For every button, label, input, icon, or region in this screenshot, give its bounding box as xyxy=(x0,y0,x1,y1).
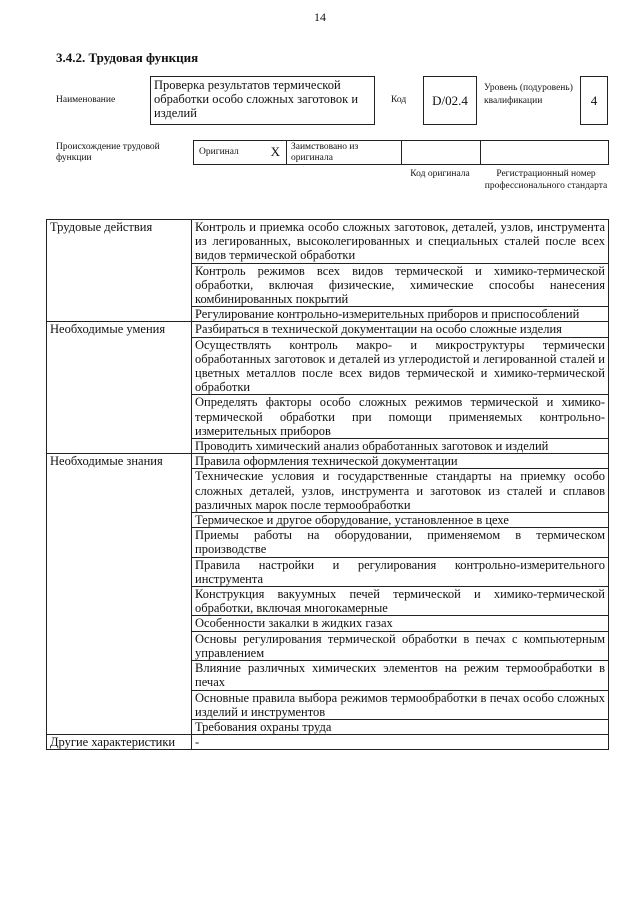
item-cell: Проводить химический анализ обработанных заготовок и изделий xyxy=(192,439,609,454)
borrowed-cell: Заимствовано из оригинала xyxy=(287,141,402,164)
item-cell: Правила настройки и регулирования контрольно-измерительного инструмента xyxy=(192,557,609,586)
item-cell: Определять факторы особо сложных режимов термической и химико-термической обработки при помощи применяемых контрольно-измерительных приборов xyxy=(192,395,609,439)
category-cell: Необходимые знания xyxy=(47,454,192,735)
code-original-cell xyxy=(402,141,481,164)
code-box: D/02.4 xyxy=(423,76,477,125)
item-cell: Регулирование контрольно-измерительных приборов и приспособлений xyxy=(192,307,609,322)
name-label: Наименование xyxy=(56,95,116,105)
item-cell: Основные правила выбора режимов термообработки в печах особо сложных изделий и инструментов xyxy=(192,690,609,719)
item-cell: Основы регулирования термической обработки в печах с компьютерным управлением xyxy=(192,631,609,660)
item-cell: Конструкция вакуумных печей термической и химико-термической обработки, включая многокамерные xyxy=(192,587,609,616)
original-label: Оригинал xyxy=(199,147,239,157)
item-cell: Влияние различных химических элементов на режим термообработки в печах xyxy=(192,661,609,690)
item-cell: Контроль режимов всех видов термической и химико-термической обработки, включая физические, химические способы нанесения комбинированных покрытий xyxy=(192,263,609,307)
category-cell: Трудовые действия xyxy=(47,220,192,322)
section-title: 3.4.2. Трудовая функция xyxy=(56,50,199,65)
table-row xyxy=(47,220,609,264)
level-label: Уровень (подуровень) квалификации xyxy=(484,83,573,106)
original-cell xyxy=(194,141,287,164)
item-cell: Термическое и другое оборудование, установленное в цехе xyxy=(192,513,609,528)
category-cell: Необходимые умения xyxy=(47,322,192,454)
function-name-box: Проверка результатов термической обработки особо сложных заготовок и изделий xyxy=(150,76,375,125)
table-row xyxy=(47,735,609,750)
item-cell: Осуществлять контроль макро- и микроструктуры термически обработанных заготовок и деталей из углеродистой и легированной сталей и цветных металлов после всех видов термической и химико-термической обработки xyxy=(192,337,609,395)
item-cell: Особенности закалки в жидких газах xyxy=(192,616,609,631)
reg-number-label: Регистрационный номер профессионального стандарта xyxy=(484,169,608,191)
level-box: 4 xyxy=(580,76,608,125)
item-cell: Технические условия и государственные стандарты на приемку особо сложных деталей, узлов, инструмента и заготовок из сталей и сплавов различных марок после термообработки xyxy=(192,469,609,513)
item-cell: Приемы работы на оборудовании, применяемом в термическом производстве xyxy=(192,528,609,557)
table-row xyxy=(47,454,609,469)
item-cell: Разбираться в технической документации на особо сложные изделия xyxy=(192,322,609,337)
origin-label: Происхождение трудовой функции xyxy=(56,142,160,163)
page-number: 14 xyxy=(314,10,326,24)
category-cell: Другие характеристики xyxy=(47,735,192,750)
reg-number-cell xyxy=(481,141,608,164)
table-row xyxy=(47,322,609,337)
item-cell: Контроль и приемка особо сложных заготовок, деталей, узлов, инструмента из легированных, высоколегированных и специальных сталей после всех видов термической обработки xyxy=(192,220,609,264)
code-label: Код xyxy=(391,95,407,105)
code-original-label: Код оригинала xyxy=(410,169,470,179)
item-cell: - xyxy=(192,735,609,750)
original-mark: X xyxy=(270,144,280,159)
item-cell: Правила оформления технической документации xyxy=(192,454,609,469)
item-cell: Требования охраны труда xyxy=(192,719,609,734)
origin-row xyxy=(193,140,609,165)
competencies-table xyxy=(46,219,609,750)
